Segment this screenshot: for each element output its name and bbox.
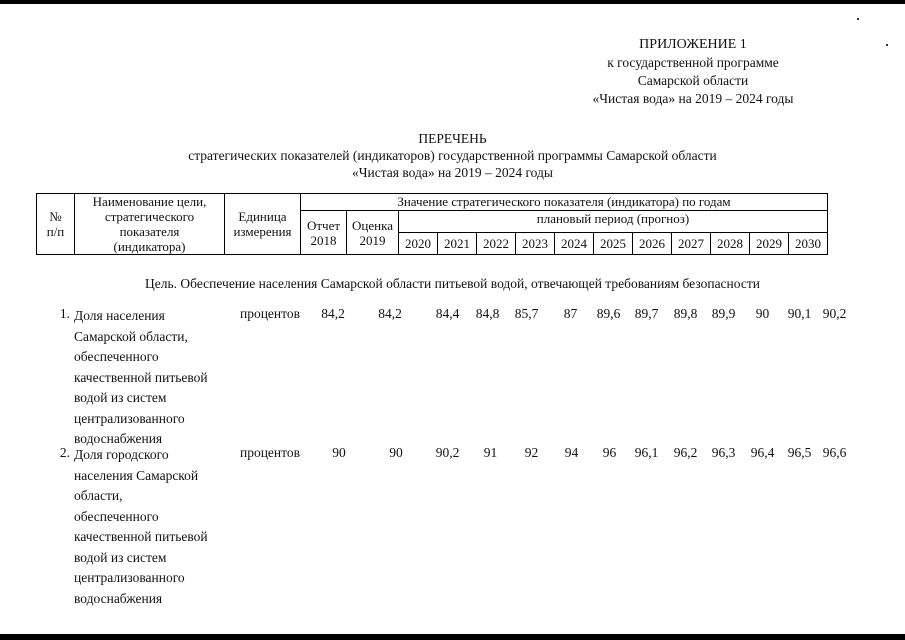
indicator-value: 85,7 <box>514 306 539 321</box>
header-year: 2030 <box>789 233 828 255</box>
header-plan-period: плановый период (прогноз) <box>399 211 828 233</box>
indicator-value: 84,2 <box>378 306 402 321</box>
indicator-value: 90,2 <box>822 306 847 321</box>
indicator-value: 89,9 <box>711 306 736 321</box>
indicator-value: 90,1 <box>787 306 812 321</box>
appendix-line: Самарской области <box>637 73 749 88</box>
header-year: 2024 <box>555 233 594 255</box>
indicator-value: 90 <box>332 445 346 460</box>
indicator-value: 96,6 <box>822 445 847 460</box>
indicator-value: 90 <box>389 445 403 460</box>
title-line: «Чистая вода» на 2019 – 2024 годы <box>352 165 553 180</box>
row-number: 2. <box>59 445 70 460</box>
indicators-table-header <box>36 193 828 255</box>
scan-speck <box>886 44 888 46</box>
indicator-value: 94 <box>564 445 579 460</box>
indicator-value: 96 <box>602 445 617 460</box>
indicator-value: 96,4 <box>750 445 775 460</box>
title-line: ПЕРЕЧЕНЬ <box>418 131 487 146</box>
document-title <box>0 130 905 181</box>
indicator-value: 84,4 <box>435 306 460 321</box>
header-year: 2028 <box>711 233 750 255</box>
appendix-title: ПРИЛОЖЕНИЕ 1 <box>639 37 747 52</box>
indicator-value: 96,3 <box>711 445 736 460</box>
header-year: 2021 <box>438 233 477 255</box>
indicator-value: 91 <box>483 445 498 460</box>
indicator-value: 96,5 <box>787 445 812 460</box>
title-line: стратегических показателей (индикаторов) государственной программы Самарской области <box>188 148 717 163</box>
indicator-value: 89,6 <box>596 306 621 321</box>
row-number: 1. <box>59 306 70 321</box>
header-year: 2023 <box>516 233 555 255</box>
header-num-cell: № п/п <box>37 194 75 255</box>
indicator-value: 84,2 <box>321 306 345 321</box>
indicator-value: 92 <box>524 445 539 460</box>
header-year: 2029 <box>750 233 789 255</box>
indicator-value: 90,2 <box>435 445 460 460</box>
appendix-block <box>563 36 823 108</box>
indicator-value: 96,2 <box>673 445 698 460</box>
appendix-line: к государственной программе <box>607 55 779 70</box>
indicator-value: 96,1 <box>634 445 659 460</box>
indicator-unit: процентов <box>239 445 300 460</box>
indicator-value: 84,8 <box>475 306 500 321</box>
indicator-value: 89,8 <box>673 306 698 321</box>
header-estimate-2019: Оценка 2019 <box>347 211 399 255</box>
header-unit-cell: Единица измерения <box>225 194 301 255</box>
scan-bottom-border <box>0 634 905 640</box>
header-year: 2020 <box>399 233 438 255</box>
header-year: 2025 <box>594 233 633 255</box>
indicator-value: 90 <box>755 306 770 321</box>
indicator-name: Доля населения Самарской области, обеспеченного качественной питьевой водой из систем централизованного водоснабжения <box>74 308 208 446</box>
header-report-2018: Отчет 2018 <box>301 211 347 255</box>
header-name-cell: Наименование цели, стратегического показателя (индикатора) <box>75 194 225 255</box>
header-year: 2026 <box>633 233 672 255</box>
scan-speck <box>857 18 859 20</box>
indicator-value: 89,7 <box>634 306 659 321</box>
appendix-line: «Чистая вода» на 2019 – 2024 годы <box>592 91 794 106</box>
indicator-name: Доля городского населения Самарской области, обеспеченного качественной питьевой водой из систем централизованного водоснабжения <box>74 447 208 606</box>
header-year: 2027 <box>672 233 711 255</box>
scan-top-border <box>0 0 905 4</box>
header-year: 2022 <box>477 233 516 255</box>
goal-statement: Цель. Обеспечение населения Самарской области питьевой водой, отвечающей требованиям безопасности <box>145 276 760 291</box>
indicator-value: 87 <box>563 306 578 321</box>
indicator-unit: процентов <box>239 306 300 321</box>
header-values-group: Значение стратегического показателя (индикатора) по годам <box>301 194 828 211</box>
